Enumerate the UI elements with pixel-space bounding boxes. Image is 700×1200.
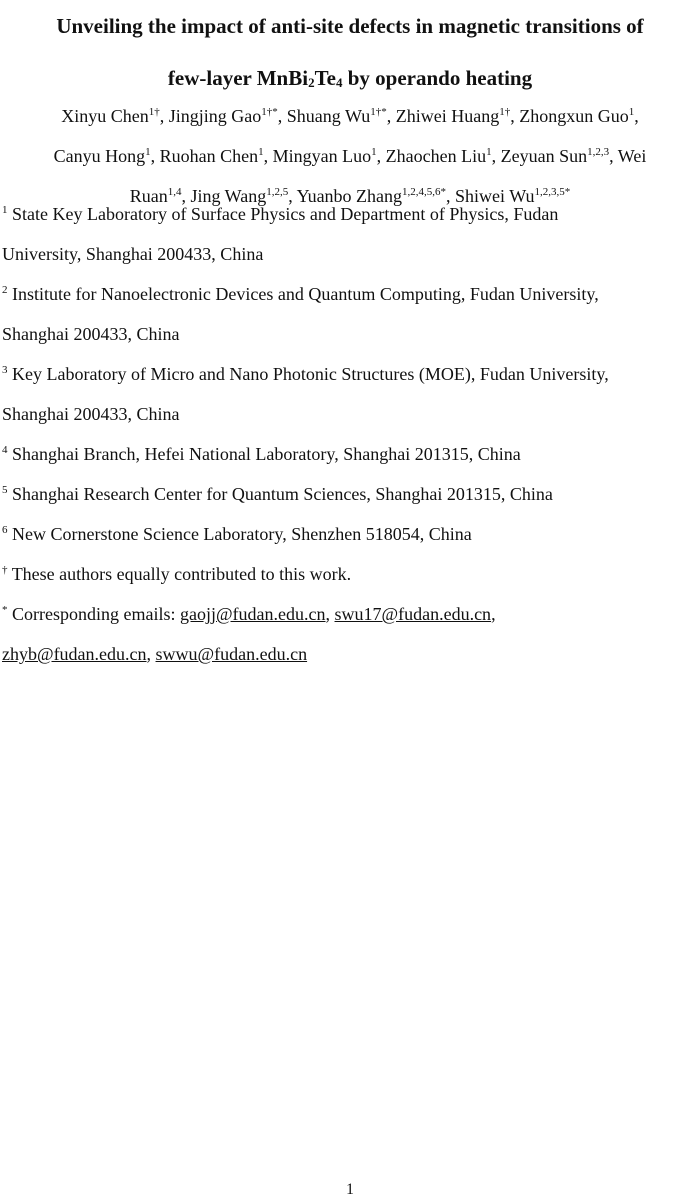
affiliation-text: State Key Laboratory of Surface Physics and Department of Physics, Fudan (12, 204, 559, 224)
author-affiliation-mark: 1 (628, 106, 635, 118)
note-text: These authors equally contributed to this work. (11, 564, 352, 584)
author-name-part: Ruan (129, 186, 168, 206)
affiliation-line (2, 514, 698, 554)
note-line (2, 554, 698, 594)
author-name: Zhongxun Guo (519, 106, 629, 126)
author-separator: , (634, 106, 639, 126)
affiliation-line (2, 354, 698, 394)
affiliation-text: Shanghai 200433, China (2, 324, 180, 344)
email-separator: , (491, 604, 496, 624)
author-affiliation-mark: 1,2,4,5,6* (402, 186, 447, 198)
author-affiliation-mark: 1,2,3,5* (534, 186, 571, 198)
author-separator: , (446, 186, 456, 206)
author-affiliation-mark: 1†* (370, 106, 387, 118)
author-affiliation-mark: 1,4 (167, 186, 182, 198)
affiliation-text: Shanghai Branch, Hefei National Laboratory, Shanghai 201315, China (12, 444, 521, 464)
author-name: Mingyan Luo (272, 146, 372, 166)
author-name: Xinyu Chen (61, 106, 149, 126)
title-subscript: 2 (308, 75, 315, 90)
author-separator: , (181, 186, 191, 206)
author-affiliation-mark: 1†* (261, 106, 278, 118)
email-link[interactable]: gaojj@fudan.edu.cn (179, 604, 326, 624)
affiliation-text: Shanghai 200433, China (2, 404, 180, 424)
affiliation-mark: 3 (2, 364, 8, 376)
author-name: Jing Wang (190, 186, 267, 206)
author-separator: , (376, 146, 386, 166)
affiliation-text: Shanghai Research Center for Quantum Sciences, Shanghai 201315, China (12, 484, 553, 504)
paper-title (0, 0, 700, 109)
author-separator: , (609, 146, 618, 166)
author-line-2 (0, 136, 700, 176)
author-name: Zhiwei Huang (395, 106, 500, 126)
affiliation-1 (2, 194, 698, 274)
note-line (2, 634, 698, 674)
affiliation-line (2, 194, 698, 234)
page-number: 1 (346, 1181, 354, 1198)
affiliation-text: New Cornerstone Science Laboratory, Shenzhen 518054, China (12, 524, 472, 544)
author-affiliation-mark: 1 (486, 146, 492, 158)
title-text: Te (314, 66, 336, 90)
author-separator: , (386, 106, 396, 126)
asterisk-mark: * (2, 604, 8, 616)
affiliation-6 (2, 514, 698, 554)
dagger-mark: † (2, 564, 8, 576)
title-text: few-layer MnBi (167, 66, 309, 90)
title-text: by operando heating (342, 66, 533, 90)
author-name: Zeyuan Sun (500, 146, 588, 166)
author-name: Canyu Hong (53, 146, 146, 166)
author-line-1 (0, 96, 700, 136)
affiliation-mark: 6 (2, 524, 8, 536)
author-name: Jingjing Gao (168, 106, 262, 126)
author-separator: , (150, 146, 160, 166)
author-name: Shuang Wu (286, 106, 371, 126)
author-name: Zhaochen Liu (385, 146, 487, 166)
affiliation-text: University, Shanghai 200433, China (2, 244, 264, 264)
corresponding-emails-note (2, 594, 698, 674)
author-name: Yuanbo Zhang (296, 186, 403, 206)
title-line-1: Unveiling the impact of anti-site defects in magnetic transitions of (56, 14, 644, 38)
author-affiliation-mark: 1,2,5 (266, 186, 289, 198)
equal-contribution-note (2, 554, 698, 594)
author-name: Shiwei Wu (455, 186, 535, 206)
author-name: Ruohan Chen (159, 146, 259, 166)
affiliation-text: Institute for Nanoelectronic Devices and Quantum Computing, Fudan University, (12, 284, 599, 304)
affiliation-mark: 4 (2, 444, 8, 456)
title-subscript: 4 (335, 75, 343, 90)
affiliation-3 (2, 354, 698, 434)
author-affiliation-mark: 1 (371, 146, 377, 158)
author-separator: , (263, 146, 273, 166)
affiliation-5 (2, 474, 698, 514)
email-link[interactable]: swu17@fudan.edu.cn (334, 604, 492, 624)
email-separator: , (325, 604, 335, 624)
author-separator: , (159, 106, 169, 126)
affiliation-4 (2, 434, 698, 474)
affiliation-mark: 1 (2, 204, 8, 216)
author-separator: , (510, 106, 520, 126)
author-affiliation-mark: 1† (148, 106, 160, 118)
note-line (2, 594, 698, 634)
affiliation-mark: 2 (2, 284, 8, 296)
email-link[interactable]: zhyb@fudan.edu.cn (2, 644, 147, 664)
email-link[interactable]: swwu@fudan.edu.cn (155, 644, 308, 664)
affiliation-line (2, 434, 698, 474)
author-affiliation-mark: 1 (258, 146, 264, 158)
author-affiliation-mark: 1† (499, 106, 511, 118)
affiliation-text: Key Laboratory of Micro and Nano Photonic Structures (MOE), Fudan University, (12, 364, 609, 384)
author-affiliation-mark: 1,2,3 (587, 146, 610, 158)
email-separator: , (146, 644, 156, 664)
author-name-part: Wei (617, 146, 647, 166)
affiliation-line (2, 274, 698, 314)
author-affiliation-mark: 1 (145, 146, 151, 158)
author-separator: , (288, 186, 297, 206)
affiliation-2 (2, 274, 698, 354)
author-separator: , (491, 146, 501, 166)
affiliation-line (2, 474, 698, 514)
note-label: Corresponding emails: (12, 604, 180, 624)
author-separator: , (277, 106, 287, 126)
affiliation-mark: 5 (2, 484, 8, 496)
